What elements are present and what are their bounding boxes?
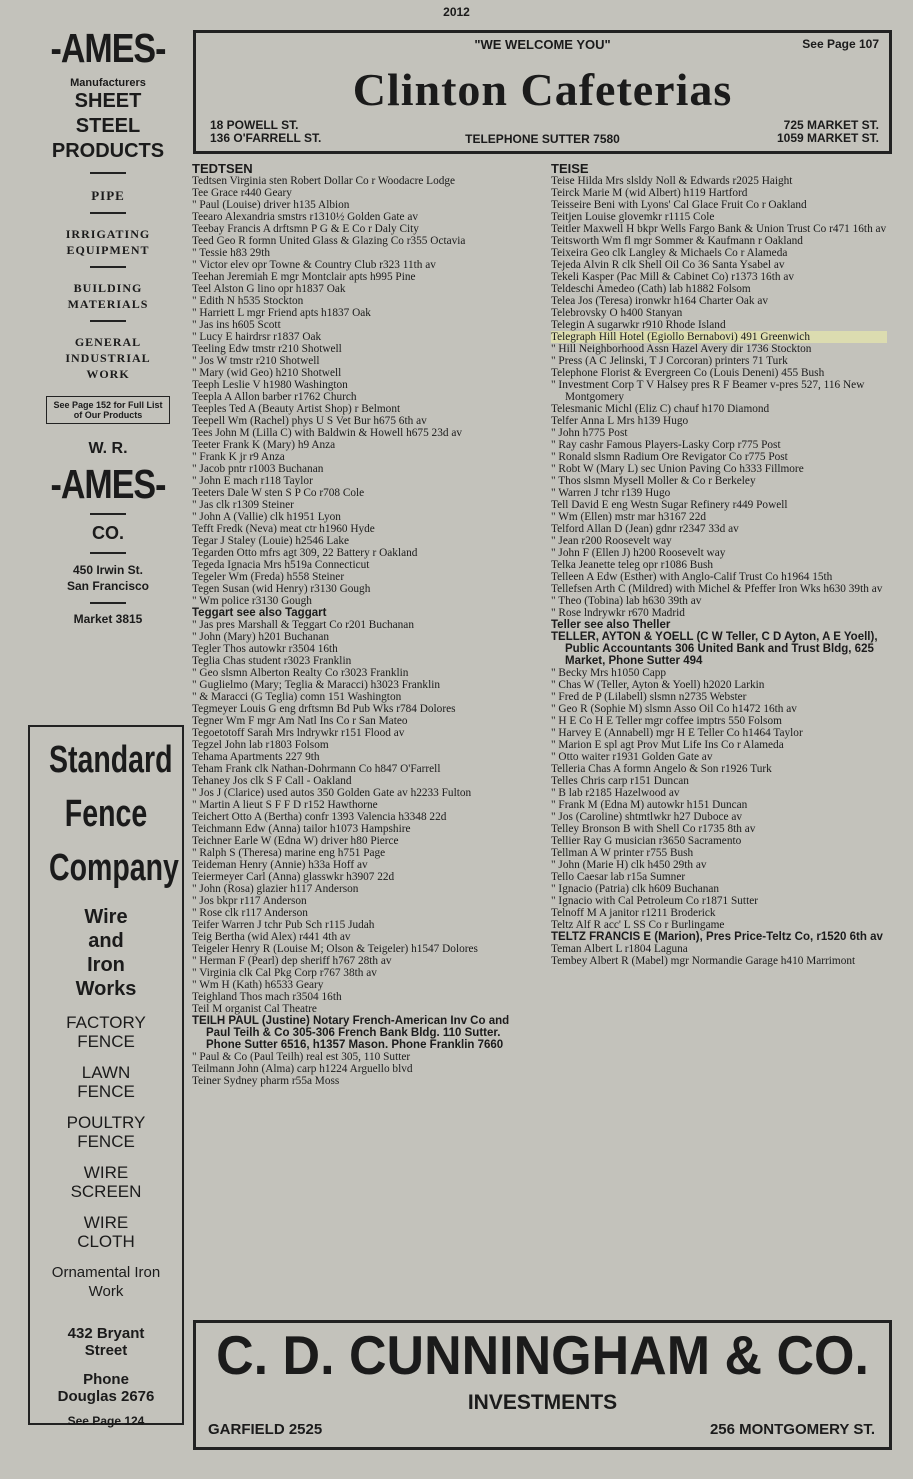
directory-entry: Teham Frank clk Nathan-Dohrmann Co h847 O'Farrell <box>192 763 441 775</box>
directory-entry: Teise Hilda Mrs slsldy Noll & Edwards r2025 Haight <box>551 175 793 187</box>
directory-entry: " Jos bkpr r117 Anderson <box>192 895 307 907</box>
directory-column-left <box>192 163 528 1087</box>
directory-entry: " Jos J (Clarice) used autos 350 Golden Gate av h2233 Fulton <box>192 787 472 799</box>
ames-item-pipe: PIPE <box>91 188 125 203</box>
ames-item-irrigating: IRRIGATING EQUIPMENT <box>65 227 151 257</box>
directory-entry: Tekeli Kasper (Pac Mill & Cabinet Co) r1373 16th av <box>551 271 794 283</box>
welcome-slogan: "WE WELCOME YOU" <box>474 37 611 52</box>
directory-entry: " John (Marie H) clk h450 29th av <box>551 859 707 871</box>
directory-entry: " John h775 Post <box>551 427 628 439</box>
directory-entry: Tegner Wm F mgr Am Natl Ins Co r San Mateo <box>192 715 408 727</box>
fence-phone: Douglas 2676 <box>57 1388 155 1405</box>
directory-entry: " Jas ins h605 Scott <box>192 319 281 331</box>
directory-entry: Tembey Albert R (Mabel) mgr Normandie Garage h410 Marrimont <box>551 955 856 967</box>
ames-item-building: BUILDING MATERIALS <box>67 281 149 311</box>
cafeteria-name: Clinton Cafeterias <box>352 64 733 115</box>
directory-entry: Teirck Marie M (wid Albert) h119 Hartford <box>551 187 748 199</box>
fence-sub-1: Wire <box>84 906 128 928</box>
directory-entry: Telleen A Edw (Esther) with Anglo-Calif Trust Co h1964 15th <box>551 571 833 583</box>
directory-entry: TELTZ FRANCIS E (Marion), Pres Price-Teltz Co, r1520 6th av <box>551 931 883 943</box>
directory-entry: " Frank K jr r9 Anza <box>192 451 285 463</box>
directory-entry: " Wm H (Kath) h6533 Geary <box>192 979 324 991</box>
directory-entry: Teeter Frank K (Mary) h9 Anza <box>192 439 336 451</box>
directory-entry: " Jean r200 Roosevelt way <box>551 535 672 547</box>
directory-entry: Teeph Leslie V h1980 Washington <box>192 379 348 391</box>
directory-entry: " Ronald slsmn Radium Ore Revigator Co r775 Post <box>551 451 788 463</box>
directory-entry: " Paul (Louise) driver h135 Albion <box>192 199 350 211</box>
directory-entry: Teigeler Henry R (Louise M; Olson & Teigeler) h1547 Dolores <box>192 943 478 955</box>
directory-entry: " Jacob pntr r1003 Buchanan <box>192 463 324 475</box>
directory-entry: Telles Chris carp r151 Duncan <box>551 775 689 787</box>
directory-entry: " John (Mary) h201 Buchanan <box>192 631 330 643</box>
directory-entry: " Hill Neighborhood Assn Hazel Avery dir 1736 Stockton <box>551 343 812 355</box>
directory-entry: Tegeler Wm (Freda) h558 Steiner <box>192 571 345 583</box>
directory-entry: " Geo R (Sophie M) slsmn Asso Oil Co h1472 16th av <box>551 703 797 715</box>
ames-phone: Market 3815 <box>73 612 143 626</box>
cunningham-business: INVESTMENTS <box>467 1391 618 1414</box>
directory-entry: " Press (A C Jelinski, T J Corcoran) printers 71 Turk <box>551 355 788 367</box>
directory-entry: Teglia Chas student r3023 Franklin <box>192 655 352 667</box>
fence-item-ornamental: Ornamental Iron Work <box>51 1264 161 1300</box>
directory-entry: " Becky Mrs h1050 Capp <box>551 667 667 679</box>
directory-entry: " Guglielmo (Mary; Teglia & Maracci) h3023 Franklin <box>192 679 441 691</box>
fence-title-1: Standard <box>49 739 173 781</box>
directory-entry: Teitler Maxwell H bkpr Wells Fargo Bank & Union Trust Co r471 16th av <box>551 223 887 235</box>
directory-entry: Teeling Edw tmstr r210 Shotwell <box>192 343 342 355</box>
directory-entry: " Jas clk r1309 Steiner <box>192 499 294 511</box>
directory-entry: " Harriett L mgr Friend apts h1837 Oak <box>192 307 371 319</box>
directory-entry: " Victor elev opr Towne & Country Club r323 11th av <box>192 259 436 271</box>
cunningham-name: C. D. CUNNINGHAM & CO. <box>216 1325 869 1387</box>
directory-entry: Tellefsen Arth C (Mildred) with Michel & Pfeffer Iron Wks h630 39th av <box>551 583 883 595</box>
directory-entry: Teiner Sydney pharm r55a Moss <box>192 1075 340 1087</box>
directory-entry: Tellier Ray G musician r3650 Sacramento <box>551 835 742 847</box>
directory-entry: Teideman Henry (Annie) h33a Hoff av <box>192 859 368 871</box>
directory-entry: Teichert Otto A (Bertha) confr 1393 Valencia h3348 22d <box>192 811 447 823</box>
directory-entry: " Paul & Co (Paul Teilh) real est 305, 110 Sutter <box>192 1051 411 1063</box>
directory-entry: " Ray cashr Famous Players-Lasky Corp r775 Post <box>551 439 781 451</box>
directory-entry: Teller see also Theller <box>551 619 671 631</box>
directory-entry: Tegar J Staley (Louie) h2546 Lake <box>192 535 349 547</box>
directory-entry: Teil M organist Cal Theatre <box>192 1003 317 1015</box>
directory-entry: " B lab r2185 Hazelwood av <box>551 787 680 799</box>
directory-entry: Tegeda Ignacia Mrs h519a Connecticut <box>192 559 370 571</box>
directory-entry: " Geo slsmn Alberton Realty Co r3023 Franklin <box>192 667 409 679</box>
directory-entry: Tegarden Otto mfrs agt 309, 22 Battery r Oakland <box>192 547 418 559</box>
directory-entry: TELLER, AYTON & YOELL (C W Teller, C D Ayton, A E Yoell), Public Accountants 306 United Bank and Trust Bldg, 625 Market, Phone Sutter 494 <box>551 631 878 667</box>
column-heading: TEDTSEN <box>192 161 253 176</box>
directory-entry: " Harvey E (Annabell) mgr H E Teller Co h1464 Taylor <box>551 727 803 739</box>
fence-title-2: Fence <box>64 793 148 835</box>
directory-entry: " Fred de P (Lilabell) slsmn n2735 Webster <box>551 691 747 703</box>
directory-entry: " John A (Vallie) clk h1951 Lyon <box>192 511 341 523</box>
directory-entry: " H E Co H E Teller mgr coffee imptrs 550 Folsom <box>551 715 782 727</box>
cunningham-ad <box>193 1320 892 1450</box>
directory-entry: Teed Geo R formn United Glass & Glazing Co r355 Octavia <box>192 235 466 247</box>
directory-entry: Teisseire Beni with Lyons' Cal Glace Fruit Co r Oakland <box>551 199 807 211</box>
ames-heading: SHEET STEEL PRODUCTS <box>51 90 165 162</box>
directory-entry: Telford Allan D (Jean) gdnr r2347 33d av <box>551 523 739 535</box>
directory-entry: " John (Rosa) glazier h117 Anderson <box>192 883 359 895</box>
directory-entry: " Thos slsmn Mysell Moller & Co r Berkeley <box>551 475 756 487</box>
ames-subtitle: Manufacturers <box>70 77 146 89</box>
fence-item-lawn: LAWN FENCE <box>77 1063 135 1101</box>
directory-entry: Teiermeyer Carl (Anna) glasswkr h3907 22d <box>192 871 395 883</box>
directory-entry: Teitjen Louise glovemkr r1115 Cole <box>551 211 715 223</box>
directory-entry: " Herman F (Pearl) dep sheriff h767 28th av <box>192 955 392 967</box>
see-page-ref: See Page 107 <box>802 37 879 51</box>
fence-item-factory: FACTORY FENCE <box>66 1013 146 1051</box>
directory-entry: Telea Jos (Teresa) ironwkr h164 Charter Oak av <box>551 295 769 307</box>
directory-entry: " Wm police r3130 Gough <box>192 595 312 607</box>
clinton-cafeterias-ad <box>193 30 892 154</box>
directory-entry: " John F (Ellen J) h200 Roosevelt way <box>551 547 726 559</box>
fence-address: 432 Bryant Street <box>67 1325 145 1359</box>
directory-entry: Tees John M (Lilla C) with Baldwin & Howell h675 23d av <box>192 427 462 439</box>
directory-entry: Teearo Alexandria smstrs r1310½ Golden Gate av <box>192 211 419 223</box>
directory-entry: Telley Bronson B with Shell Co r1735 8th av <box>551 823 756 835</box>
directory-entry: " Lucy E hairdrsr r1837 Oak <box>192 331 322 343</box>
directory-entry: " Investment Corp T V Halsey pres R F Beamer v-pres 527, 116 New Montgomery <box>551 379 865 403</box>
directory-entry: Teebay Francis A drftsmn P G & E Co r Daly City <box>192 223 419 235</box>
directory-entry: Tehama Apartments 227 9th <box>192 751 320 763</box>
directory-entry: Teman Albert L r1804 Laguna <box>551 943 688 955</box>
directory-column-right <box>551 163 887 967</box>
directory-entry: Teighland Thos mach r3504 16th <box>192 991 342 1003</box>
directory-entry: " Virginia clk Cal Pkg Corp r767 38th av <box>192 967 377 979</box>
directory-entry: Tejeda Alvin R clk Shell Oil Co 36 Santa Ysabel av <box>551 259 785 271</box>
directory-entry: " Rose clk r117 Anderson <box>192 907 308 919</box>
directory-entry: Teeters Dale W sten S P Co r708 Cole <box>192 487 365 499</box>
directory-entry: Telka Jeanette teleg opr r1086 Bush <box>551 559 714 571</box>
directory-entry: Tefft Fredk (Neva) meat ctr h1960 Hyde <box>192 523 375 535</box>
directory-entry: " Jos (Caroline) shtmtlwkr h27 Duboce av <box>551 811 742 823</box>
directory-entry: Teepell Wm (Rachel) phys U S Vet Bur h675 6th av <box>192 415 427 427</box>
ames-co: CO. <box>91 523 124 543</box>
directory-entry: Telebrovsky O h400 Stanyan <box>551 307 683 319</box>
directory-entry: Teeples Ted A (Beauty Artist Shop) r Belmont <box>192 403 401 415</box>
directory-entry: Teichner Earle W (Edna W) driver h80 Pierce <box>192 835 399 847</box>
directory-entry: Tegler Thos autowkr r3504 16th <box>192 643 338 655</box>
directory-entry: Telesmanic Michl (Eliz C) chauf h170 Diamond <box>551 403 770 415</box>
ames-initials: W. R. <box>88 440 128 457</box>
ames-see-page-note: See Page 152 for Full List of Our Products <box>46 396 170 424</box>
cafeteria-address-right: 725 MARKET ST. 1059 MARKET ST. <box>776 118 879 145</box>
fence-item-poultry: POULTRY FENCE <box>66 1113 146 1151</box>
directory-entry: Teitsworth Wm fl mgr Sommer & Kaufmann r Oakland <box>551 235 803 247</box>
directory-entry: " Rose lndrywkr r670 Madrid <box>551 607 685 619</box>
directory-entry: Tegmeyer Louis G eng drftsmn Bd Pub Wks r784 Dolores <box>192 703 456 715</box>
fence-title-3: Company <box>49 847 179 889</box>
directory-entry: " Chas W (Teller, Ayton & Yoell) h2020 Larkin <box>551 679 765 691</box>
directory-entry: Teel Alston G lino opr h1837 Oak <box>192 283 346 295</box>
directory-entry: " Jos W tmstr r210 Shotwell <box>192 355 320 367</box>
cafeteria-telephone: TELEPHONE SUTTER 7580 <box>465 132 620 146</box>
directory-entry: Teifer Warren J tchr Pub Sch r115 Judah <box>192 919 375 931</box>
directory-entry: " Theo (Tobina) lab h630 39th av <box>551 595 702 607</box>
directory-entry: Tedtsen Virginia sten Robert Dollar Co r Woodacre Lodge <box>192 175 456 187</box>
directory-entry: Tell David E eng Westn Sugar Refinery r449 Powell <box>551 499 788 511</box>
fence-item-wire-screen: WIRE SCREEN <box>70 1163 142 1201</box>
directory-entry: " Warren J tchr r139 Hugo <box>551 487 671 499</box>
directory-entry: Tegzel John lab r1803 Folsom <box>192 739 329 751</box>
directory-entry: Telegin A sugarwkr r910 Rhode Island <box>551 319 726 331</box>
directory-entry: " Ignacio with Cal Petroleum Co r1871 Sutter <box>551 895 758 907</box>
directory-entry: Tee Grace r440 Geary <box>192 187 292 199</box>
directory-entry: " Frank M (Edna M) autowkr h151 Duncan <box>551 799 748 811</box>
ames-logo-bottom: -AMES- <box>50 462 166 508</box>
directory-entry: " John E mach r118 Taylor <box>192 475 313 487</box>
directory-entry: TEILH PAUL (Justine) Notary French-American Inv Co and Paul Teilh & Co 305-306 French Bank Bldg. 110 Sutter. Phone Sutter 6516, h1357 Mason. Phone Franklin 7660 <box>192 1015 510 1051</box>
directory-entry: Tello Caesar lab r15a Sumner <box>551 871 686 883</box>
directory-entry: " Edith N h535 Stockton <box>192 295 304 307</box>
directory-entry: Tegen Susan (wid Henry) r3130 Gough <box>192 583 371 595</box>
directory-entry: Telephone Florist & Evergreen Co (Louis Deneni) 455 Bush <box>551 367 825 379</box>
directory-entry: Teggart see also Taggart <box>192 607 327 619</box>
fence-phone-label: Phone <box>83 1371 129 1388</box>
directory-entry: " Ignacio (Patria) clk h609 Buchanan <box>551 883 720 895</box>
directory-entry: " Mary (wid Geo) h210 Shotwell <box>192 367 342 379</box>
directory-entry: Telleria Chas A formn Angelo & Son r1926 Turk <box>551 763 772 775</box>
directory-entry: Telfer Anna L Mrs h139 Hugo <box>551 415 689 427</box>
directory-entry: " Martin A lieut S F F D r152 Hawthorne <box>192 799 378 811</box>
directory-entry: Teixeira Geo clk Langley & Michaels Co r Alameda <box>551 247 788 259</box>
ames-address: 450 Irwin St. San Francisco <box>66 563 150 593</box>
directory-entry: Tegoetotoff Sarah Mrs lndrywkr r151 Flood av <box>192 727 405 739</box>
ames-item-general: GENERAL INDUSTRIAL WORK <box>65 335 151 381</box>
cunningham-phone: GARFIELD 2525 <box>208 1421 323 1438</box>
directory-entry: Teig Bertha (wid Alex) r441 4th av <box>192 931 351 943</box>
directory-entry: " Tessie h83 29th <box>192 247 270 259</box>
standard-fence-ad <box>28 725 184 1428</box>
directory-entry: Telnoff M A janitor r1211 Broderick <box>551 907 716 919</box>
directory-entry: " Ralph S (Theresa) marine eng h751 Page <box>192 847 386 859</box>
column-heading: TEISE <box>551 161 589 176</box>
directory-entry: Teilmann John (Alma) carp h1224 Arguello blvd <box>192 1063 413 1075</box>
directory-entry: " & Maracci (G Teglia) comn 151 Washington <box>192 691 402 703</box>
directory-entry: Teehan Jeremiah E mgr Montclair apts h995 Pine <box>192 271 416 283</box>
fence-sub-3: Iron <box>87 954 125 976</box>
directory-entry: Tehaney Jos clk S F Call - Oakland <box>192 775 352 787</box>
directory-entry: " Jas pres Marshall & Teggart Co r201 Buchanan <box>192 619 414 631</box>
cunningham-address: 256 MONTGOMERY ST. <box>709 1421 875 1438</box>
fence-sub-2: and <box>88 930 124 952</box>
directory-entry: Teepla A Allon barber r1762 Church <box>192 391 357 403</box>
fence-sub-4: Works <box>75 978 137 1000</box>
page-number: 2012 <box>443 5 470 19</box>
fence-see-page: See Page 124 <box>67 1414 145 1428</box>
cafeteria-address-left: 18 POWELL ST. 136 O'FARRELL ST. <box>210 118 322 145</box>
directory-entry: " Marion E spl agt Prov Mut Life Ins Co r Alameda <box>551 739 784 751</box>
directory-entry: Teldeschi Amedeo (Cath) lab h1882 Folsom <box>551 283 751 295</box>
directory-entry: " Wm (Ellen) mstr mar h3167 22d <box>551 511 707 523</box>
ames-logo-top: -AMES- <box>50 26 166 72</box>
directory-entry: Tellman A W printer r755 Bush <box>551 847 694 859</box>
directory-entry: " Otto waiter r1931 Golden Gate av <box>551 751 713 763</box>
directory-entry: " Robt W (Mary L) sec Union Paving Co h333 Fillmore <box>551 463 804 475</box>
directory-entry: Teltz Alf R acc' L SS Co r Burlingame <box>551 919 725 931</box>
directory-entry: Teichmann Edw (Anna) tailor h1073 Hampshire <box>192 823 411 835</box>
directory-entry: Telegraph Hill Hotel (Egiollo Bernabovi) 491 Greenwich <box>551 331 887 343</box>
fence-item-wire-cloth: WIRE CLOTH <box>77 1213 135 1251</box>
